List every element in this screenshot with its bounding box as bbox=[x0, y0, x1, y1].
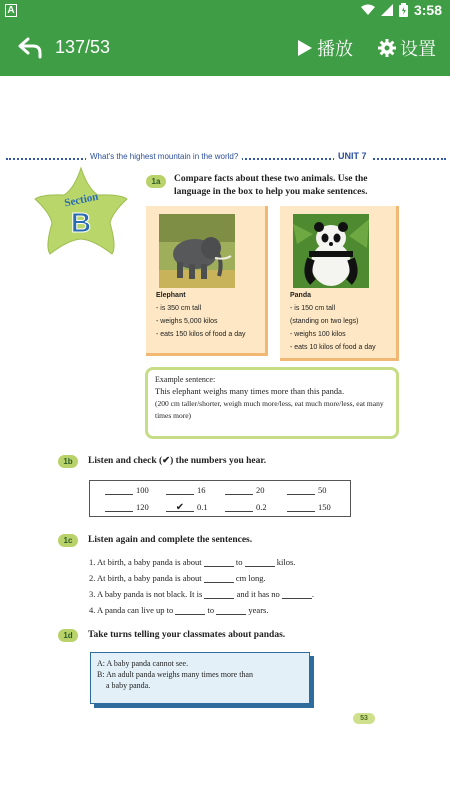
status-bar bbox=[0, 0, 450, 22]
answer-blank[interactable] bbox=[245, 559, 275, 567]
back-arrow-icon[interactable] bbox=[18, 36, 44, 60]
number-option[interactable]: 50 bbox=[287, 485, 327, 495]
panda-fact: (standing on two legs) bbox=[290, 318, 359, 325]
clock: 3:58 bbox=[413, 2, 442, 18]
sentence-1: 1. At birth, a baby panda is about to kilos. bbox=[89, 557, 296, 567]
exercise-number-1d: 1d bbox=[58, 629, 78, 642]
number-option-checked[interactable]: ✔ 0.1 bbox=[166, 502, 208, 512]
panda-title: Panda bbox=[290, 292, 312, 299]
exercise-number-1b: 1b bbox=[58, 455, 78, 468]
instruction-1b: Listen and check (✔) the numbers you hear. bbox=[88, 456, 267, 466]
number-option[interactable]: 0.2 bbox=[225, 502, 267, 512]
battery-icon bbox=[399, 3, 408, 17]
instruction-1d: Take turns telling your classmates about pandas. bbox=[88, 630, 286, 640]
play-label: 播放 bbox=[317, 39, 353, 59]
number-option[interactable]: 100 bbox=[105, 485, 149, 495]
dialogue-line-b-cont: a baby panda. bbox=[106, 681, 151, 690]
top-toolbar bbox=[0, 22, 450, 76]
page-number-badge: 53 bbox=[353, 713, 375, 724]
play-button[interactable] bbox=[297, 35, 353, 61]
elephant-card bbox=[146, 206, 268, 356]
dialogue-line-a: A: A baby panda cannot see. bbox=[97, 659, 189, 668]
answer-blank[interactable] bbox=[204, 575, 234, 583]
example-label: Example sentence: bbox=[155, 375, 216, 384]
elephant-fact: - weighs 5,000 kilos bbox=[156, 318, 218, 325]
number-option[interactable]: 20 bbox=[225, 485, 265, 495]
panda-card bbox=[280, 206, 399, 361]
number-option[interactable]: 150 bbox=[287, 502, 331, 512]
instruction-1a: Compare facts about these two animals. Use the language in the box to help you make sentences. bbox=[174, 174, 368, 197]
elephant-fact: - eats 150 kilos of food a day bbox=[156, 331, 246, 338]
answer-blank[interactable] bbox=[282, 591, 312, 599]
unit-label: UNIT 7 bbox=[334, 151, 371, 161]
number-option[interactable]: 120 bbox=[105, 502, 149, 512]
panda-photo bbox=[293, 214, 369, 288]
panda-fact: - is 150 cm tall bbox=[290, 305, 336, 312]
sentence-3: 3. A baby panda is not black. It is and it has no . bbox=[89, 589, 315, 599]
settings-button[interactable] bbox=[378, 35, 436, 61]
gear-icon bbox=[378, 39, 396, 57]
answer-blank[interactable] bbox=[216, 607, 246, 615]
sentence-2: 2. At birth, a baby panda is about cm long. bbox=[89, 573, 266, 583]
exercise-number-1c: 1c bbox=[58, 534, 78, 547]
instruction-1c: Listen again and complete the sentences. bbox=[88, 535, 253, 545]
example-sentence: This elephant weighs many times more than this panda. bbox=[155, 386, 345, 396]
dialogue-line-b: B: An adult panda weighs many times more than bbox=[97, 670, 253, 679]
header-question: What's the highest mountain in the world? bbox=[86, 152, 242, 161]
elephant-title: Elephant bbox=[156, 292, 186, 299]
number-option[interactable]: 16 bbox=[166, 485, 206, 495]
answer-blank[interactable] bbox=[204, 559, 234, 567]
checkmark-icon: ✔ bbox=[166, 504, 194, 512]
wifi-icon bbox=[361, 4, 375, 16]
panda-fact: - weighs 100 kilos bbox=[290, 331, 346, 338]
elephant-fact: - is 350 cm tall bbox=[156, 305, 202, 312]
exercise-number-1a: 1a bbox=[146, 175, 166, 188]
elephant-photo bbox=[159, 214, 235, 288]
section-b-star bbox=[32, 165, 130, 257]
settings-label: 设置 bbox=[400, 39, 436, 59]
signal-icon bbox=[381, 4, 393, 16]
section-letter: B bbox=[70, 207, 92, 238]
answer-blank[interactable] bbox=[175, 607, 205, 615]
example-sentence-box bbox=[145, 367, 399, 439]
section-word: Section bbox=[63, 190, 100, 210]
app-notification-icon: A bbox=[5, 4, 17, 17]
dialogue-box bbox=[90, 652, 310, 704]
example-options: (200 cm taller/shorter, weigh much more/less, eat much more/less, eat many times more) bbox=[155, 399, 384, 420]
unit-header bbox=[6, 153, 446, 165]
answer-blank[interactable] bbox=[204, 591, 234, 599]
page-counter: 137/53 bbox=[55, 37, 111, 57]
panda-fact: - eats 10 kilos of food a day bbox=[290, 344, 376, 351]
play-icon bbox=[297, 39, 313, 57]
sentence-4: 4. A panda can live up to to years. bbox=[89, 605, 269, 615]
